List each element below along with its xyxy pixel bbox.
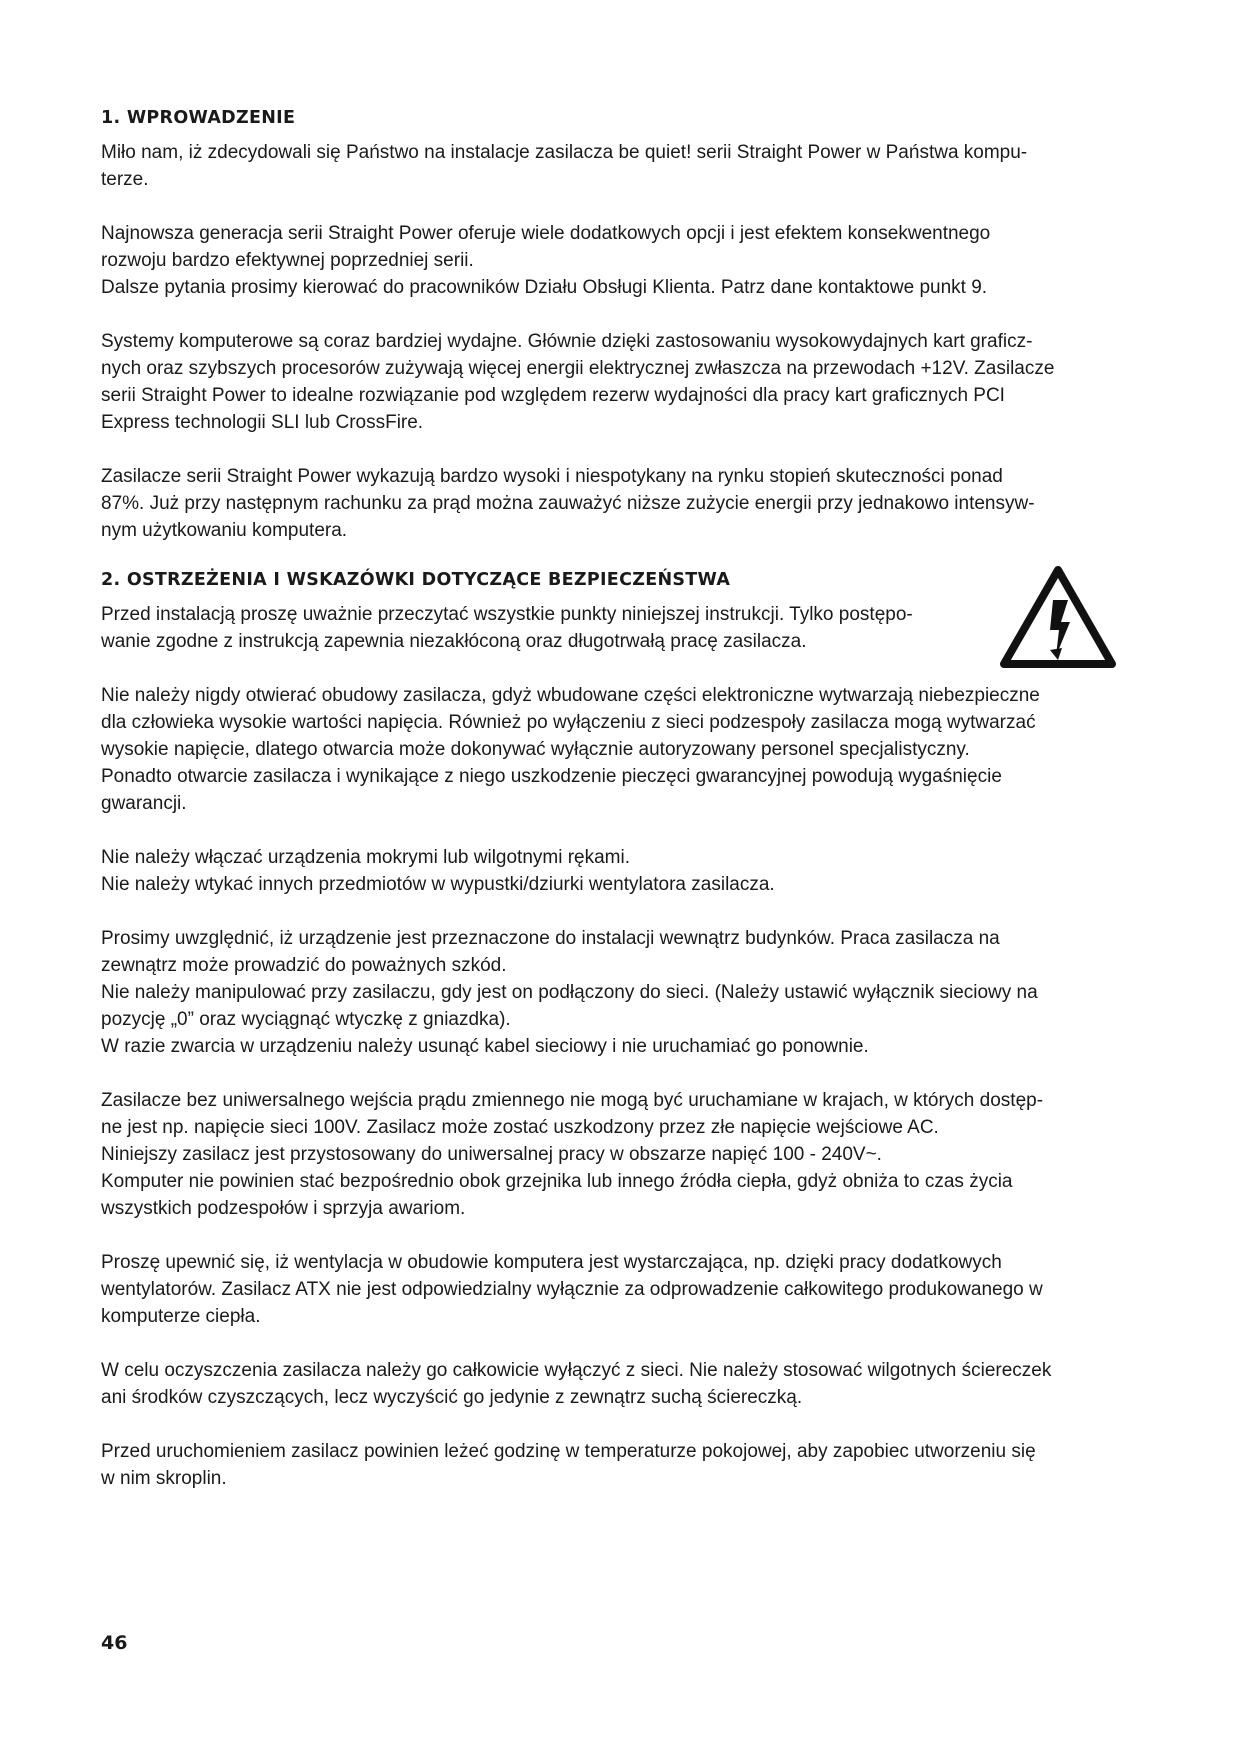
- text-line: Prosimy uwzględnić, iż urządzenie jest przeznaczone do instalacji wewnątrz budynków. Praca zasilacza na: [101, 928, 1000, 949]
- text-line: nych oraz szybszych procesorów zużywają więcej energii elektrycznej zwłaszcza na przewodach +12V. Zasilacze: [101, 358, 1055, 379]
- paragraph: [101, 1087, 1141, 1222]
- text-line: rozwoju bardzo efektywnej poprzedniej serii.: [101, 250, 474, 271]
- text-line: 87%. Już przy następnym rachunku za prąd można zauważyć niższe zużycie energii przy jednakowo intensyw-: [101, 493, 1035, 514]
- paragraph: [101, 925, 1141, 1060]
- text-line: Zasilacze bez uniwersalnego wejścia prądu zmiennego nie mogą być uruchamiane w krajach, w których dostęp-: [101, 1090, 1044, 1111]
- paragraph: [101, 682, 1141, 817]
- paragraph: [101, 220, 1141, 301]
- section-heading-safety: 2. OSTRZEŻENIA I WSKAZÓWKI DOTYCZĄCE BEZPIECZEŃSTWA: [101, 570, 731, 590]
- text-line: Ponadto otwarcie zasilacza i wynikające z niego uszkodzenie pieczęci gwarancyjnej powodują wygaśnięcie: [101, 766, 1002, 787]
- text-line: Nie należy wtykać innych przedmiotów w wypustki/dziurki wentylatora zasilacza.: [101, 874, 775, 895]
- text-line: Proszę upewnić się, iż wentylacja w obudowie komputera jest wystarczająca, np. dzięki pracy dodatkowych: [101, 1252, 1002, 1273]
- text-line: w nim skroplin.: [101, 1468, 227, 1489]
- paragraph: [101, 601, 1141, 655]
- text-line: Niniejszy zasilacz jest przystosowany do uniwersalnej pracy w obszarze napięć 100 - 240V~.: [101, 1144, 882, 1165]
- text-line: dla człowieka wysokie wartości napięcia. Również po wyłączeniu z sieci podzespoły zasilacza mogą wytwarzać: [101, 712, 1036, 733]
- text-line: ani środków czyszczących, lecz wyczyścić go jedynie z zewnątrz suchą ściereczką.: [101, 1387, 803, 1408]
- text-line: Nie należy włączać urządzenia mokrymi lub wilgotnymi rękami.: [101, 847, 631, 868]
- text-line: Miło nam, iż zdecydowali się Państwo na instalacje zasilacza be quiet! serii Straight Power w Państwa kompu-: [101, 142, 1028, 163]
- text-line: wysokie napięcie, dlatego otwarcia może dokonywać wyłącznie autoryzowany personel specjalistyczny.: [101, 739, 970, 760]
- paragraph: [101, 463, 1141, 544]
- text-line: Dalsze pytania prosimy kierować do pracowników Działu Obsługi Klienta. Patrz dane kontaktowe punkt 9.: [101, 277, 988, 298]
- text-line: gwarancji.: [101, 793, 187, 814]
- paragraph: [101, 1357, 1141, 1411]
- text-line: nym użytkowaniu komputera.: [101, 520, 348, 541]
- text-line: Nie należy manipulować przy zasilaczu, gdy jest on podłączony do sieci. (Należy ustawić wyłącznik sieciowy na: [101, 982, 1038, 1003]
- text-line: Zasilacze serii Straight Power wykazują bardzo wysoki i niespotykany na rynku stopień skuteczności ponad: [101, 466, 1003, 487]
- text-line: pozycję „0” oraz wyciągnąć wtyczkę z gniazdka).: [101, 1009, 511, 1030]
- text-line: serii Straight Power to idealne rozwiązanie pod względem rezerw wydajności dla pracy kart graficznych PCI: [101, 385, 1005, 406]
- text-line: zewnątrz może prowadzić do poważnych szkód.: [101, 955, 507, 976]
- text-line: Nie należy nigdy otwierać obudowy zasilacza, gdyż wbudowane części elektroniczne wytwarzają niebezpieczne: [101, 685, 1040, 706]
- high-voltage-warning-icon: [998, 564, 1118, 672]
- paragraph: [101, 328, 1141, 436]
- text-line: wentylatorów. Zasilacz ATX nie jest odpowiedzialny wyłącznie za odprowadzenie całkowitego produkowanego w: [101, 1279, 1043, 1300]
- section-body: [101, 139, 1141, 544]
- text-line: wszystkich podzespołów i sprzyja awariom.: [101, 1198, 466, 1219]
- text-line: ne jest np. napięcie sieci 100V. Zasilacz może zostać uszkodzony przez złe napięcie wejściowe AC.: [101, 1117, 939, 1138]
- section-heading-introduction: 1. WPROWADZENIE: [101, 108, 296, 128]
- text-line: terze.: [101, 169, 149, 190]
- text-line: Express technologii SLI lub CrossFire.: [101, 412, 424, 433]
- section-safety-warnings: [101, 568, 1141, 1519]
- paragraph: [101, 1438, 1141, 1492]
- text-line: Komputer nie powinien stać bezpośrednio obok grzejnika lub innego źródła ciepła, gdyż obniża to czas życia: [101, 1171, 1013, 1192]
- text-line: wanie zgodne z instrukcją zapewnia niezakłóconą oraz długotrwałą pracę zasilacza.: [101, 631, 807, 652]
- page-number: 46: [101, 1632, 128, 1654]
- text-line: Systemy komputerowe są coraz bardziej wydajne. Głównie dzięki zastosowaniu wysokowydajnych kart graficz-: [101, 331, 1033, 352]
- text-line: Przed uruchomieniem zasilacz powinien leżeć godzinę w temperaturze pokojowej, aby zapobiec utworzeniu się: [101, 1441, 1036, 1462]
- text-line: Najnowsza generacja serii Straight Power oferuje wiele dodatkowych opcji i jest efektem konsekwentnego: [101, 223, 991, 244]
- section-body: [101, 601, 1141, 1492]
- paragraph: [101, 139, 1141, 193]
- paragraph: [101, 1249, 1141, 1330]
- text-line: komputerze ciepła.: [101, 1306, 261, 1327]
- text-line: W razie zwarcia w urządzeniu należy usunąć kabel sieciowy i nie uruchamiać go ponownie.: [101, 1036, 869, 1057]
- text-line: Przed instalacją proszę uważnie przeczytać wszystkie punkty niniejszej instrukcji. Tylko postępo-: [101, 604, 913, 625]
- section-introduction: [101, 106, 1141, 571]
- paragraph: [101, 844, 1141, 898]
- text-line: W celu oczyszczenia zasilacza należy go całkowicie wyłączyć z sieci. Nie należy stosować wilgotnych ściereczek: [101, 1360, 1052, 1381]
